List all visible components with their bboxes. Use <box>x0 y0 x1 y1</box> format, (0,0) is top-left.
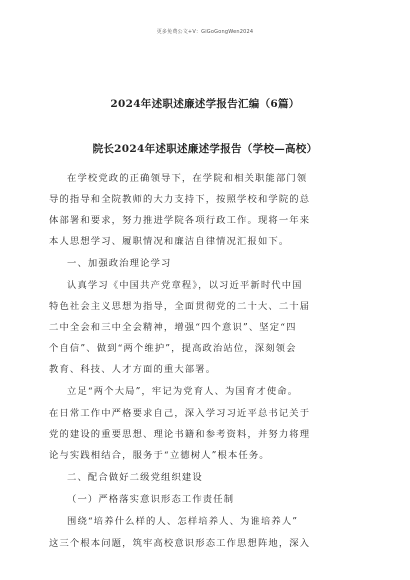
body-line: 立足“两个大局”，牢记为党育人、为国育才使命。 <box>67 386 299 397</box>
body-line: 围绕“培养什么样的人、怎样培养人、为谁培养人” <box>67 516 299 527</box>
body-line: 这三个根本问题，筑牢高校意识形态工作思想阵地，深入 <box>49 538 311 549</box>
heading-line: 一、加强政治理论学习 <box>67 258 172 269</box>
subheading-line: （一）严格落实意识形态工作责任制 <box>67 494 235 505</box>
body-line: 个自信”、做到“两个维护”，提高政治站位，深刻领会 <box>49 343 297 354</box>
body-line: 本人思想学习、履职情况和廉洁自律情况汇报如下。 <box>49 236 290 247</box>
body-line: 教育、科技、人才方面的重大部署。 <box>49 364 217 375</box>
body-line: 在日常工作中严格要求自己，深入学习习近平总书记关于 <box>49 408 311 419</box>
body-line: 党的建设的重要思想、理论书籍和参考资料，并努力将理 <box>49 429 311 440</box>
header-watermark: 更多免费公文+V：GiGoGongWen2024 <box>156 29 254 35</box>
body-line: 特色社会主义思想为指导，全面贯彻党的二十大、二十届 <box>49 301 311 312</box>
heading-line: 二、配合做好二级党组织建设 <box>67 472 203 483</box>
document-title: 2024年述职述廉述学报告汇编（6篇） <box>110 98 300 110</box>
section-title: 院长2024年述职述廉述学报告（学校—高校） <box>92 143 318 155</box>
body-line: 在学校党政的正确领导下，在学院和相关职能部门领 <box>67 173 308 184</box>
body-line: 二中全会和三中全会精神，增强“四个意识”、坚定“四 <box>49 322 297 333</box>
body-line: 论与实践相结合，服务于“立德树人”根本任务。 <box>49 450 270 461</box>
body-line: 体部署和要求，努力推进学院各项行政工作。现将一年来 <box>49 215 311 226</box>
body-line: 导的指导和全院教师的大力支持下，按照学校和学院的总 <box>49 194 311 205</box>
body-line: 认真学习《中国共产党章程》，以习近平新时代中国 <box>67 280 303 291</box>
